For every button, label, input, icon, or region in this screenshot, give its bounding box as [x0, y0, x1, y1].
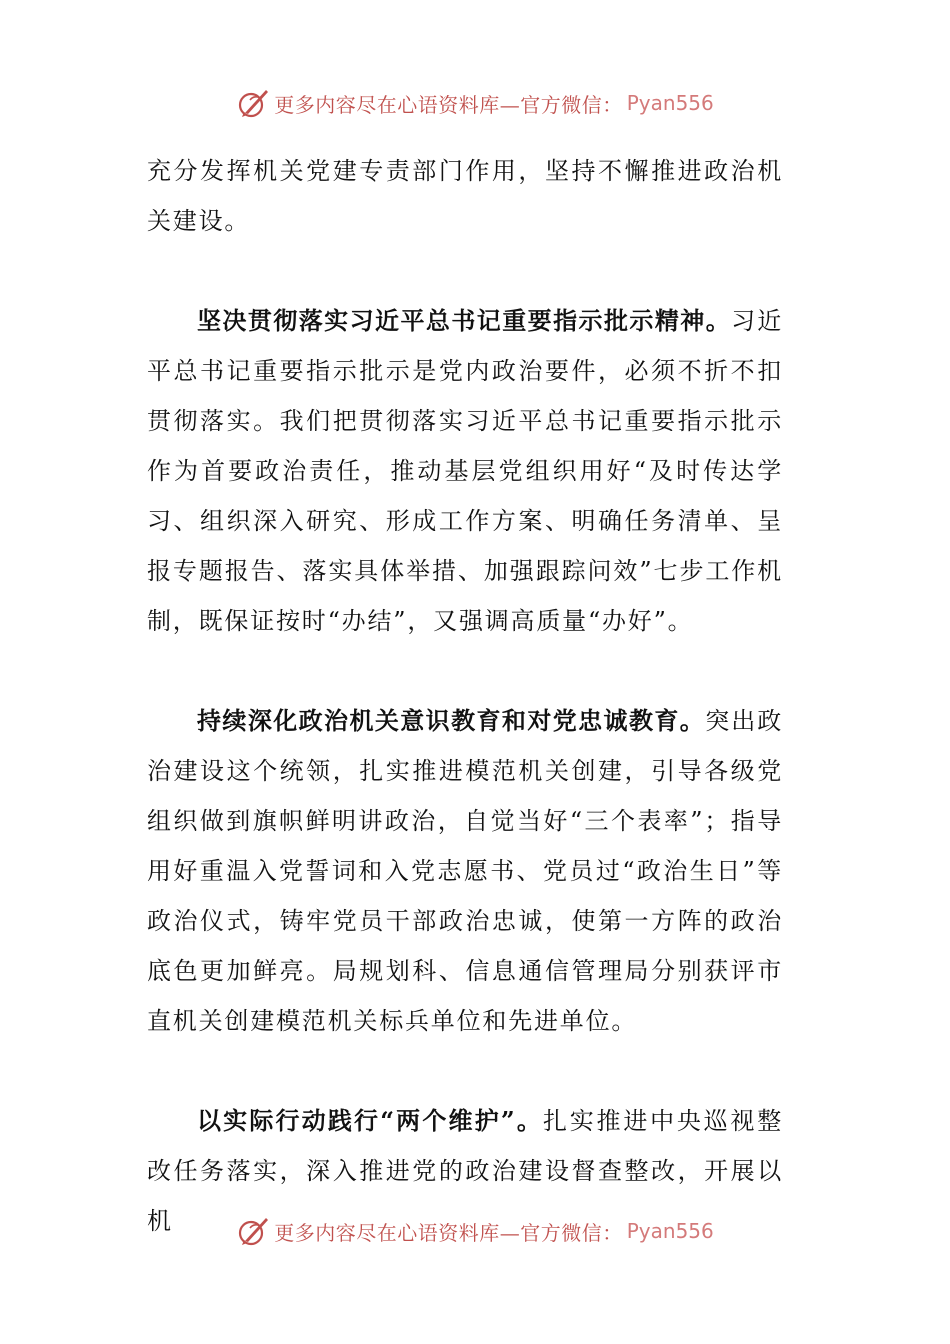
paragraph-intro: 充分发挥机关党建专责部门作用，坚持不懈推进政治机关建设。 — [147, 157, 783, 235]
paragraph-text: 扎实推进中央巡视整改任务落实，深入推进党的政治建设督查整改，开展以机 — [147, 1107, 783, 1235]
paragraph-heading: 坚决贯彻落实习近平总书记重要指示批示精神。 — [197, 306, 732, 335]
header-banner — [0, 86, 950, 120]
paragraph-heading: 以实际行动践行“两个维护”。 — [197, 1106, 544, 1135]
document-body — [147, 146, 783, 1246]
quill-pen-logo-icon — [236, 1214, 270, 1248]
paragraph-heading: 持续深化政治机关意识教育和对党忠诚教育。 — [197, 706, 706, 735]
quill-pen-logo-icon — [236, 86, 270, 120]
banner-text: 更多内容尽在心语资料库—官方微信： — [274, 92, 623, 117]
paragraph-text: 突出政治建设这个统领，扎实推进模范机关创建，引导各级党组织做到旗帜鲜明讲政治，自觉当好“三个表率”；指导用好重温入党誓词和入党志愿书、党员过“政治生日”等政治仪式，铸牢党员干部政治忠诚，使第一方阵的政治底色更加鲜亮。局规划科、信息通信管理局分别获评市直机关创建模范机关标兵单位和先进单位。 — [147, 707, 784, 1035]
banner-text: 更多内容尽在心语资料库—官方微信： — [274, 1220, 623, 1245]
paragraph-loyalty-education — [147, 696, 783, 1046]
wechat-id: Pyan556 — [626, 91, 714, 115]
wechat-id: Pyan556 — [626, 1219, 714, 1243]
paragraph-text: 习近平总书记重要指示批示是党内政治要件，必须不折不扣贯彻落实。我们把贯彻落实习近平总书记重要指示批示作为首要政治责任，推动基层党组织用好“及时传达学习、组织深入研究、形成工作方案、明确任务清单、呈报专题报告、落实具体举措、加强跟踪问效”七步工作机制，既保证按时“办结”，又强调高质量“办好”。 — [147, 307, 783, 635]
paragraph-directives — [147, 296, 783, 646]
footer-banner — [0, 1214, 950, 1248]
